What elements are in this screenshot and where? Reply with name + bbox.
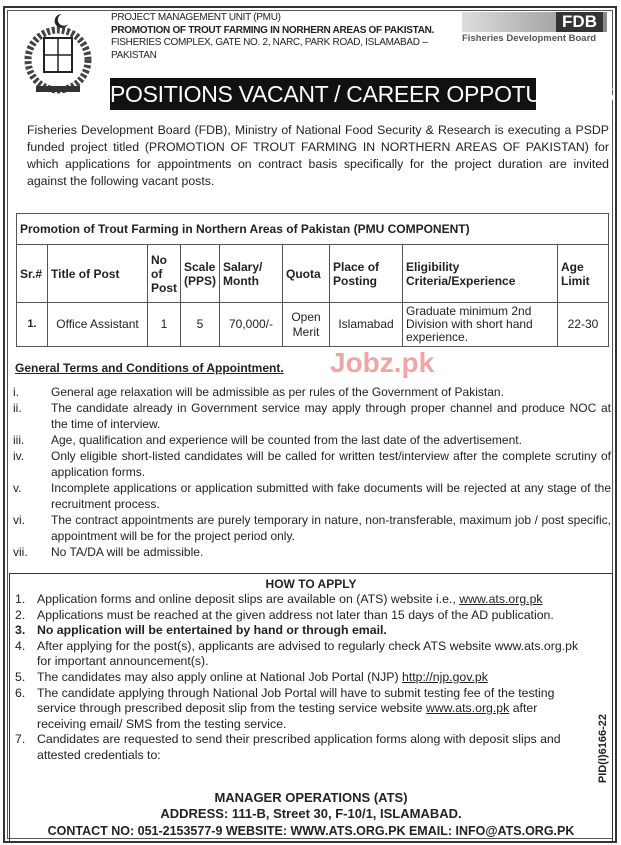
table-caption: Promotion of Trout Farming in Northern Areas of Pakistan (PMU COMPONENT) bbox=[17, 214, 609, 245]
item-number: 4. bbox=[15, 638, 26, 653]
item-number: 1. bbox=[15, 592, 26, 606]
list-item bbox=[15, 732, 580, 763]
list-item bbox=[13, 544, 611, 560]
cell-quota: Open Merit bbox=[283, 303, 330, 347]
header-unit: PROJECT MANAGEMENT UNIT (PMU) bbox=[111, 12, 281, 23]
item-text: The candidates may also apply online at National Job Portal (NJP) bbox=[37, 669, 402, 684]
item-number: iv. bbox=[13, 449, 25, 463]
col-header: Eligibility Criteria/Experience bbox=[403, 245, 558, 303]
manager-block bbox=[10, 790, 612, 840]
item-text: Candidates are requested to send their prescribed application forms along with deposit slips and attested credentials to: bbox=[37, 732, 561, 762]
fdb-logo bbox=[462, 12, 607, 48]
intro-paragraph: Fisheries Development Board (FDB), Ministry of National Food Security & Research is executing a PSDP funded project titled (PROMOTION OF TROUT FARMING IN NORTHERN AREAS OF PAKISTAN) for which applications for appointments on contract basis specifically for the project duration are invited against the following vacant posts. bbox=[27, 123, 609, 188]
terms-list bbox=[13, 384, 611, 560]
item-text: Application forms and online deposit slips are available on (ATS) website i.e., bbox=[37, 592, 460, 606]
col-header: Place of Posting bbox=[330, 245, 403, 303]
item-number: 5. bbox=[15, 669, 26, 684]
col-header: Salary/ Month bbox=[220, 245, 283, 303]
list-item bbox=[15, 686, 580, 733]
manager-address: ADDRESS: 111-B, Street 30, F-10/1, ISLAMABAD. bbox=[160, 806, 462, 821]
page-title: POSITIONS VACANT / CAREER OPPOTUNITIES bbox=[110, 78, 536, 110]
cell-eligibility: Graduate minimum 2nd Division with short hand experience. bbox=[403, 303, 558, 347]
cell-no-of-post: 1 bbox=[148, 303, 181, 347]
watermark: Jobz.pk bbox=[330, 347, 435, 378]
list-item bbox=[13, 384, 611, 400]
col-header: Scale (PPS) bbox=[181, 245, 220, 303]
list-item bbox=[15, 592, 580, 608]
list-item bbox=[15, 623, 580, 639]
item-number: v. bbox=[13, 481, 22, 495]
cell-scale: 5 bbox=[181, 303, 220, 347]
pid-number: PID(I)6166-22 bbox=[597, 714, 609, 784]
fdb-abbr: FDB bbox=[556, 12, 603, 32]
item-text: The candidate applying through National Job Portal will have to submit testing fee of the testing service through prescribed deposit slip from the testing service website bbox=[37, 685, 555, 716]
item-number: 2. bbox=[15, 607, 26, 622]
fdb-name: Fisheries Development Board bbox=[462, 33, 597, 44]
header-project: PROMOTION OF TROUT FARMING IN NORHERN AREAS OF PAKISTAN. bbox=[111, 24, 435, 36]
list-item bbox=[15, 639, 580, 670]
header-address: FISHERIES COMPLEX, GATE NO. 2, NARC, PARK ROAD, ISLAMABAD – PAKISTAN bbox=[111, 37, 428, 61]
njp-link[interactable]: http://njp.gov.pk bbox=[402, 669, 488, 684]
col-header: Title of Post bbox=[48, 245, 148, 303]
item-text: No TA/DA will be admissible. bbox=[51, 545, 204, 559]
cell-salary: 70,000/- bbox=[220, 303, 283, 347]
manager-title: MANAGER OPERATIONS (ATS) bbox=[214, 789, 408, 805]
cell-age: 22-30 bbox=[558, 303, 609, 347]
apply-steps bbox=[15, 592, 580, 764]
col-header: Sr.# bbox=[17, 245, 48, 303]
item-number: 7. bbox=[15, 732, 26, 747]
item-number: iii. bbox=[13, 433, 25, 447]
list-item bbox=[15, 670, 580, 686]
col-header: Age Limit bbox=[558, 245, 609, 303]
item-number: vi. bbox=[13, 513, 25, 527]
item-text: The contract appointments are purely temporary in nature, non-transferable, maximum job / post specific, appointment will be for the project period only. bbox=[51, 513, 611, 543]
item-number: vii. bbox=[13, 545, 28, 559]
government-emblem-icon bbox=[22, 10, 94, 100]
list-item bbox=[13, 432, 611, 448]
col-header: Quota bbox=[283, 245, 330, 303]
list-item bbox=[13, 512, 611, 544]
item-text: No application will be entertained by hand or through email. bbox=[37, 623, 387, 638]
cell-place: Islamabad bbox=[330, 303, 403, 347]
list-item bbox=[13, 400, 611, 432]
table-row bbox=[17, 303, 609, 347]
item-text: after receiving email/ SMS from the testing service. bbox=[37, 701, 538, 731]
item-text: General age relaxation will be admissible as per rules of the Government of Pakistan. bbox=[51, 385, 504, 399]
how-to-apply-box bbox=[9, 573, 613, 843]
how-to-apply-heading: HOW TO APPLY bbox=[265, 577, 357, 591]
item-number: ii. bbox=[13, 401, 22, 415]
vacancy-table bbox=[16, 213, 609, 347]
contact-info: CONTACT NO: 051-2153577-9 WEBSITE: WWW.ATS.ORG.PK EMAIL: INFO@ATS.ORG.PK bbox=[47, 823, 575, 838]
header bbox=[111, 12, 456, 62]
item-text: Incomplete applications or application submitted with fake documents will be rejected at any stage of the recruitment process. bbox=[51, 481, 611, 511]
list-item bbox=[13, 448, 611, 480]
item-text: Only eligible short-listed candidates will be called for written test/interview after the complete scrutiny of application forms. bbox=[51, 449, 611, 479]
item-text: Age, qualification and experience will be counted from the last date of the advertisement. bbox=[51, 433, 522, 447]
list-item bbox=[15, 608, 580, 624]
item-number: 6. bbox=[15, 685, 26, 700]
ats-website-link[interactable]: www.ats.org.pk bbox=[459, 592, 543, 606]
item-text: The candidate already in Government service may apply through proper channel and produce NOC at the time of interview. bbox=[51, 401, 611, 431]
item-number: i. bbox=[13, 385, 19, 399]
cell-title: Office Assistant bbox=[48, 303, 148, 347]
item-text: After applying for the post(s), applicants are advised to regularly check ATS website www.ats.org.pk for important announcement(s). bbox=[37, 638, 579, 669]
list-item bbox=[13, 480, 611, 512]
item-text: Applications must be reached at the given address not later than 15 days of the AD publication. bbox=[37, 607, 554, 622]
terms-heading: General Terms and Conditions of Appointment. bbox=[15, 361, 284, 375]
cell-sr: 1. bbox=[17, 303, 48, 347]
ats-website-link[interactable]: www.ats.org.pk bbox=[425, 701, 510, 716]
item-number: 3. bbox=[15, 623, 26, 638]
col-header: No of Post bbox=[148, 245, 181, 303]
